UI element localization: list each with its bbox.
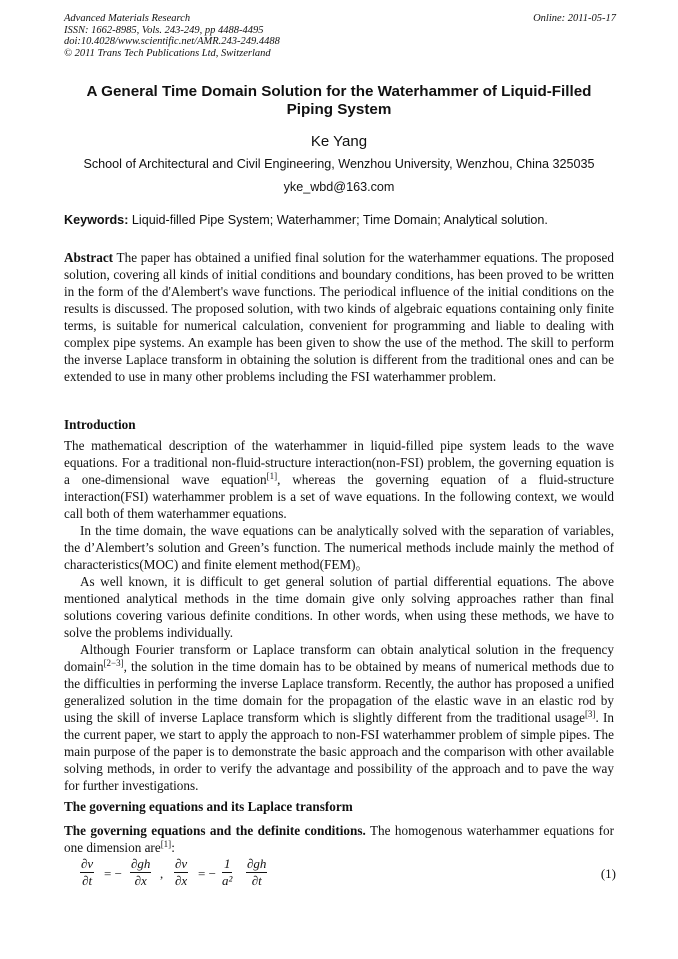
keywords-label: Keywords: xyxy=(64,213,129,227)
intro-paragraph-1: The mathematical description of the waterhammer in liquid-filled pipe system leads to the wave equations. For a traditional non-fluid-structure interaction(non-FSI) problem, the governing equation is a one-dimensional wave equation[1], whereas the governing equation of a fluid-structure interaction(FSI) waterhammer problem is a set of wave equations. In the following context, we would call both of them waterhammer equations. xyxy=(64,438,614,521)
fraction-dv-dx: $\frac{\partial v}{\partial x}$ xyxy=(175,856,188,888)
introduction-heading: Introduction xyxy=(64,417,136,432)
author-affiliation: School of Architectural and Civil Engineering, Wenzhou University, Wenzhou, China 325035 xyxy=(83,157,595,171)
citation-ref[interactable]: [1] xyxy=(266,471,278,481)
intro-paragraph-2: In the time domain, the wave equations can be analytically solved with the separation of variables, the d’Alembert’s solution and Green’s function. The numerical methods include mainly the method of characteristics(MOC) and finite element method(FEM)。 xyxy=(64,523,614,572)
equals-minus: = − xyxy=(198,866,216,881)
fraction-dgh-dx: $\frac{\partial gh}{\partial x}$ xyxy=(131,856,151,888)
paper-title: A General Time Domain Solution for the Waterhammer of Liquid-Filled Piping System xyxy=(86,83,592,118)
citation-ref[interactable]: [3] xyxy=(584,709,596,719)
abstract-label: Abstract xyxy=(64,250,114,265)
equals-minus: = − xyxy=(104,866,122,881)
fraction-dgh-dt: $\frac{\partial gh}{\partial t}$ xyxy=(247,856,267,888)
fraction-dv-dt: $\frac{\partial v}{\partial t}$ xyxy=(81,856,94,888)
equation-number: (1) xyxy=(600,866,616,881)
author-name: Ke Yang xyxy=(310,133,368,150)
fraction-1-a2: $\frac{1}{\text{a²}}$ xyxy=(222,856,233,888)
journal-name: Advanced Materials Research xyxy=(64,13,191,24)
abstract-text: The paper has obtained a unified final solution for the waterhammer equations. The proposed solution, covering all kinds of initial conditions and boundary conditions, has been proved to be written in the form of the d'Alembert's wave functions. The periodical influence of the initial conditions on the results is discussed. The proposed solution, with two kinds of algebraic equations containing only finite terms, is suitable for numerical calculation, convenient for programming and liable to dealing with complex pipe systems. An example has been given to show the use of the method. The skill to perform the inverse Laplace transform in obtaining the solution is different from the traditional ones and can be extended to use in many other problems including the FSI waterhammer problem. xyxy=(64,250,614,384)
abstract xyxy=(64,249,614,385)
governing-equations-text: The governing equations and the definite conditions. The homogenous waterhammer equations for one dimension are[1]: xyxy=(64,823,614,855)
online-date: Online: 2011-05-17 xyxy=(533,13,616,24)
comma: , xyxy=(160,866,164,881)
subsection-label: The governing equations and the definite conditions. xyxy=(64,823,366,838)
keywords-text: Liquid-filled Pipe System; Waterhammer; Time Domain; Analytical solution. xyxy=(128,213,548,227)
intro-paragraph-3: As well known, it is difficult to get general solution of partial differential equations. The above mentioned analytical methods in the time domain give only solving approaches rather than final solutions covering various definite conditions. In other words, when using these methods, we have to solve the problems individually. xyxy=(64,574,614,640)
governing-equations-heading: The governing equations and its Laplace transform xyxy=(64,799,353,814)
author-email[interactable]: yke_wbd@163.com xyxy=(283,180,395,194)
equation-1 xyxy=(80,856,616,896)
citation-ref[interactable]: [1] xyxy=(160,839,172,849)
intro-paragraph-4: Although Fourier transform or Laplace transform can obtain analytical solution in the frequency domain[2−3], the solution in the time domain has to be obtained by means of numerical methods due to the difficulties in performing the inverse Laplace transform. Recently, the author has proposed a unified generalized solution in the time domain for the propagation of the elastic wave in an elastic rod by using the skill of inverse Laplace transform which is slightly different from the traditional usage[3]. In the current paper, we start to apply the approach to non-FSI waterhammer problem of simple pipes. The main purpose of the paper is to demonstrate the basic approach and the comparison with other available solving methods, in order to verify the advantage and possibility of the approach and to pave the way for further investigations. xyxy=(64,642,614,793)
doi-line[interactable]: doi:10.4028/www.scientific.net/AMR.243-249.4488 xyxy=(64,36,280,48)
copyright-line: © 2011 Trans Tech Publications Ltd, Switzerland xyxy=(64,47,271,59)
citation-ref[interactable]: [2−3] xyxy=(103,658,124,668)
issn-line: ISSN: 1662-8985, Vols. 243-249, pp 4488-4495 xyxy=(64,24,264,36)
introduction-body xyxy=(64,437,614,794)
journal-header xyxy=(64,13,616,59)
keywords xyxy=(64,213,624,227)
